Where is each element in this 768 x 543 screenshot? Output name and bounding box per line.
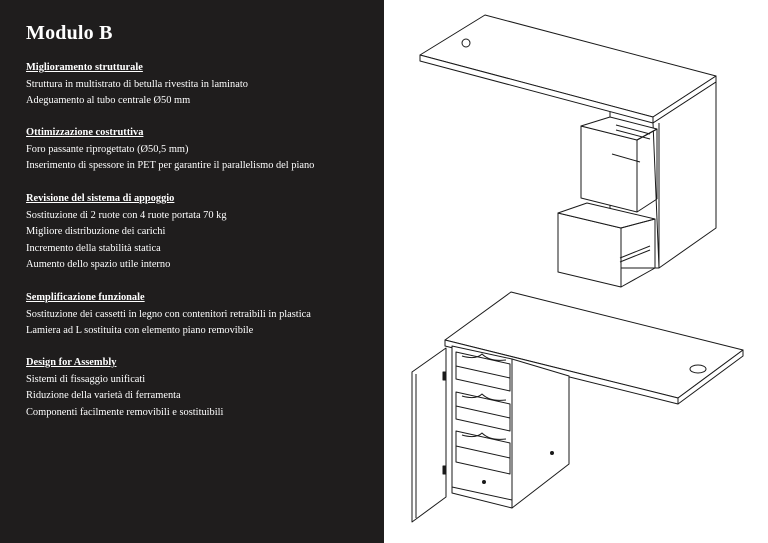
section-heading: Design for Assembly: [26, 357, 117, 368]
section-line: Adeguamento al tubo centrale Ø50 mm: [26, 95, 191, 106]
section-line: Struttura in multistrato di betulla rivestita in laminato: [26, 78, 248, 90]
section-structural-improvement: [26, 60, 376, 110]
section-line: Sistemi di fissaggio unificati: [26, 373, 146, 385]
section-line: Componenti facilmente removibili e sostituibili: [26, 406, 224, 418]
section-line: Aumento dello spazio utile interno: [26, 259, 171, 270]
section-functional-simplification: [26, 290, 376, 340]
illustrations-panel: [384, 0, 768, 543]
section-line: Migliore distribuzione dei carichi: [26, 226, 166, 237]
section-heading: Miglioramento strutturale: [26, 62, 143, 73]
section-heading: Ottimizzazione costruttiva: [26, 127, 144, 138]
upper-drawer-front: [581, 126, 637, 212]
section-line: Foro passante riprogettato (Ø50,5 mm): [26, 143, 189, 155]
section-line: Sostituzione di 2 ruote con 4 ruote portata 70 kg: [26, 209, 227, 221]
section-line: Riduzione della varietà di ferramenta: [26, 390, 181, 401]
desk-module-trays-view: [412, 292, 743, 522]
section-heading: Revisione del sistema di appoggio: [26, 193, 175, 204]
section-line: Incremento della stabilità statica: [26, 242, 161, 254]
desk-module-drawers-view: [420, 15, 716, 287]
section-line: Sostituzione dei cassetti in legno con contenitori retraibili in plastica: [26, 308, 311, 320]
page-title: Modulo B: [26, 22, 113, 44]
open-door: [412, 348, 446, 522]
desk-top-surface: [420, 15, 716, 117]
section-construction-optimization: [26, 125, 376, 175]
section-design-for-assembly: [26, 355, 376, 421]
section-support-system: [26, 191, 376, 274]
door-hinge: [443, 372, 446, 380]
door-hinge: [443, 466, 446, 474]
section-heading: Semplificazione funzionale: [26, 292, 145, 303]
section-line: Lamiera ad L sostituita con elemento piano removibile: [26, 325, 254, 336]
cabinet-side-panel: [512, 359, 569, 508]
section-line: Inserimento di spessore in PET per garantire il parallelismo del piano: [26, 160, 315, 171]
